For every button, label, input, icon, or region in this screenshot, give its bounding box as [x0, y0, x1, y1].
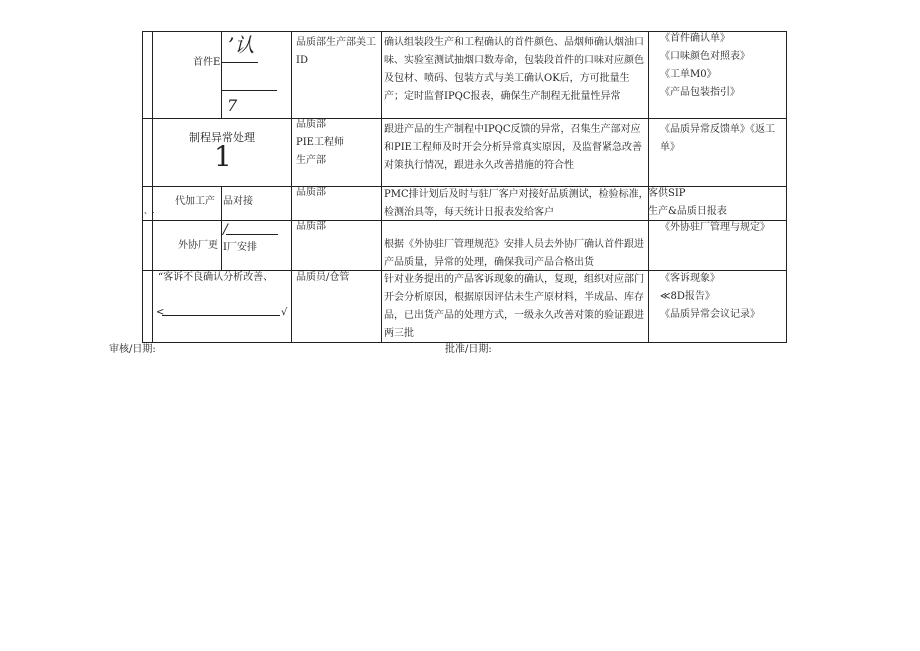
grid-line: [221, 31, 222, 118]
grid-line: [226, 234, 278, 235]
grid-line: [221, 90, 277, 91]
grid-line: [152, 31, 153, 342]
department-cell: 品质部: [296, 187, 326, 198]
department-cell: 品质部: [296, 221, 326, 232]
document-item: ≪8D报告》: [660, 291, 715, 302]
grid-line: [221, 186, 222, 220]
department-line: 品质部: [296, 119, 326, 130]
grid-line: [381, 31, 382, 342]
side-mark: 、.: [144, 206, 155, 215]
grid-line: [786, 31, 787, 342]
document-item: 《客诉现象》: [660, 273, 720, 284]
approve-signature-label: 批准/日期:: [445, 344, 492, 355]
check-mark: √: [281, 307, 288, 318]
description-cell: PMC排计划后及时与驻厂客户对接好品质测试，检验标准，检测治具等，每天统计日报表发给客户: [384, 189, 649, 218]
description-cell: 跟进产品的生产制程中IPQC反馈的异常，召集生产部对应和PIE工程师及时开会分析异常真实原因，及监督紧急改善对策执行情况，跟进永久改善措施的符合性: [384, 124, 642, 171]
grid-line: [221, 62, 258, 63]
grid-line: [162, 315, 280, 316]
document-item: 《口味颜色对照表》: [660, 51, 750, 62]
item-label: 首件E: [193, 57, 221, 68]
review-signature-label: 审核/日期:: [109, 344, 156, 355]
handwritten-mark: ’认: [228, 33, 255, 57]
grid-line: [221, 220, 222, 270]
department-line: 生产部: [296, 155, 326, 166]
department-line: PIE工程师: [296, 137, 344, 148]
item-label: I厂安排: [223, 242, 257, 253]
department-cell: 品质员/仓管: [296, 272, 350, 283]
grid-line: [142, 31, 143, 342]
handwritten-mark: 1: [214, 140, 232, 173]
item-label: 品对接: [223, 196, 253, 207]
description-cell: 针对业务提出的产品客诉现象的确认，复现，组织对应部门开会分析原因，根据原因评估未生产原材料，半成品、库存品，已出货产品的处理方式，一级永久改善对策的验证跟进两三批: [384, 274, 644, 339]
grid-line: [142, 118, 787, 119]
document-item: 客供SIP: [648, 188, 686, 199]
grid-line: [291, 31, 292, 342]
item-label: 外协厂更: [178, 240, 218, 251]
document-item: 《品质异常会议记录》: [660, 309, 760, 320]
item-label: 制程异常处理: [189, 131, 255, 144]
document-item: 《品质异常反馈单》《返工单》: [660, 124, 775, 153]
document-item: 《工单M0》: [660, 69, 717, 80]
document-item: 生产&品质日报表: [648, 206, 727, 217]
item-label: “客诉不良确认分析改善、: [158, 272, 274, 283]
item-mark: <: [156, 307, 165, 318]
description-cell: 根据《外协驻厂管理规范》安排人员去外协厂确认首件跟进产品质量，异常的处理，确保我司产品合格出货: [384, 239, 644, 268]
document-item: 《外协驻厂管理与规定》: [660, 222, 770, 233]
department-cell: 品质部生产部美工ID: [296, 37, 376, 66]
description-cell: 确认组装段生产和工程确认的首件颜色、品烟师确认烟油口味、实验室测试抽烟口数寿命，包装段首件的口味对应颜色及包材、喷码、包装方式与美工确认OK后，方可批量生产；定时监督IPQC报表，确保生产制程无批量性异常: [384, 37, 644, 102]
item-label: 代加工产: [175, 196, 215, 207]
document-item: 《产品包装指引》: [660, 87, 740, 98]
handwritten-mark: 7: [227, 96, 238, 115]
document-item: 《首件确认单》: [660, 33, 730, 44]
handwritten-mark: /: [223, 222, 228, 238]
